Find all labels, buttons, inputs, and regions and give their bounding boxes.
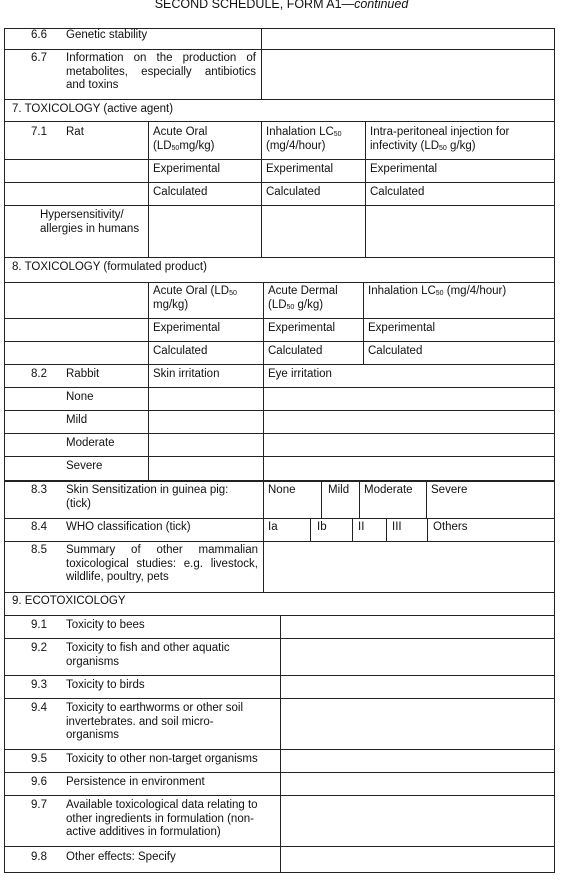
option-label: II [358, 521, 365, 533]
entry-field[interactable] [261, 205, 366, 258]
entry-field[interactable] [280, 698, 555, 750]
row-number: 8.3 [31, 484, 47, 496]
row-number: 6.7 [31, 52, 47, 64]
eye-moderate-field[interactable] [263, 433, 555, 457]
entry-field[interactable] [280, 615, 555, 639]
label-cell [4, 341, 149, 365]
experimental-label: Experimental [266, 163, 334, 175]
section-7-title: 7. TOXICOLOGY (active agent) [12, 103, 174, 115]
skin-irritation-header: Skin irritation [153, 368, 220, 380]
calculated-label: Calculated [268, 345, 323, 357]
row-number: 7.1 [31, 126, 47, 138]
label-cell [4, 282, 149, 319]
row-number: 6.6 [31, 29, 47, 41]
row-number: 9.3 [31, 679, 47, 691]
page-header [0, 0, 563, 11]
entry-field[interactable] [365, 205, 555, 258]
row-label: Summary of other mammalian toxicological studies: e.g. livestock, wildlife, poultry, pets [66, 544, 258, 583]
row-number: 9.4 [31, 702, 47, 714]
row-number: 8.2 [31, 368, 47, 380]
skin-none-field[interactable] [148, 387, 264, 411]
eye-irritation-header: Eye irritation [268, 368, 332, 380]
option-label: Mild [328, 484, 350, 496]
row-label: Genetic stability [66, 29, 148, 41]
row-number: 8.4 [31, 521, 47, 533]
acute-dermal-header: Acute Dermal ($LD_{50}$ g/kg) [268, 285, 338, 311]
option-label: Others [433, 521, 468, 533]
acute-oral-header: Acute Oral $(LD_{50}mg/kg)$ [153, 126, 215, 152]
entry-field[interactable] [261, 28, 555, 50]
level-label: None [66, 391, 94, 403]
row-label: Toxicity to bees [66, 619, 145, 631]
skin-mild-field[interactable] [148, 410, 264, 434]
level-label: Moderate [66, 437, 115, 449]
label-cell [4, 182, 149, 206]
option-label: Moderate [364, 484, 413, 496]
eye-none-field[interactable] [263, 387, 555, 411]
level-label: Severe [66, 460, 103, 472]
row-label: Rabbit [66, 368, 100, 380]
calculated-label: Calculated [266, 186, 321, 198]
header-title: SECOND SCHEDULE, FORM A1— [154, 0, 355, 11]
row-label: Available toxicological data relating to other ingredients in formulation (non-active additives in formulation) [66, 799, 258, 838]
level-label: Mild [66, 414, 88, 426]
row-label: Toxicity to other non-target organisms [66, 753, 258, 765]
section-8-title: 8. TOXICOLOGY (formulated product) [12, 261, 207, 273]
row-label: Information on the production of metabolites, especially antibiotics and toxins [66, 52, 256, 91]
row-label: Toxicity to fish and other aquatic organisms [66, 642, 230, 668]
row-label: Rat [66, 126, 84, 138]
option-label: None [268, 484, 296, 496]
calculated-label: Calculated [153, 345, 208, 357]
row-number: 8.5 [31, 544, 47, 556]
inhalation-header: Inhalation $LC_{50}$ (mg/4/hour) [368, 285, 507, 297]
acute-oral-header: Acute Oral ($LD_{50}$ mg/kg) [153, 285, 237, 311]
entry-field[interactable] [280, 772, 555, 796]
eye-mild-field[interactable] [263, 410, 555, 434]
label-cell [4, 159, 149, 183]
entry-field[interactable] [263, 541, 555, 593]
row-label: Other effects: Specify [66, 851, 176, 863]
experimental-label: Experimental [153, 163, 221, 175]
entry-field[interactable] [280, 795, 555, 847]
inhalation-header: Inhalation $LC_{50}$ (mg/4/hour) [266, 126, 342, 152]
experimental-label: Experimental [370, 163, 438, 175]
skin-moderate-field[interactable] [148, 433, 264, 457]
skin-severe-field[interactable] [148, 456, 264, 481]
row-label: Skin Sensitization in guinea pig: (tick) [66, 484, 229, 510]
option-label: Ia [268, 521, 278, 533]
row-label: Persistence in environment [66, 776, 205, 788]
calculated-label: Calculated [370, 186, 425, 198]
row-number: 9.2 [31, 642, 47, 654]
hypersensitivity-label: Hypersensitivity/ allergies in humans [40, 209, 140, 235]
header-continued: continued [354, 0, 409, 11]
calculated-label: Calculated [368, 345, 423, 357]
option-label: Ib [317, 521, 327, 533]
row-number: 9.8 [31, 851, 47, 863]
label-cell [4, 318, 149, 342]
entry-field[interactable] [148, 205, 262, 258]
row-label: WHO classification (tick) [66, 521, 191, 533]
entry-field[interactable] [280, 675, 555, 699]
calculated-label: Calculated [153, 186, 208, 198]
entry-field[interactable] [280, 846, 555, 873]
row-label: Toxicity to birds [66, 679, 145, 691]
entry-field[interactable] [280, 749, 555, 773]
experimental-label: Experimental [368, 322, 436, 334]
option-label: Severe [431, 484, 468, 496]
option-label: III [392, 521, 402, 533]
row-label: Toxicity to earthworms or other soil invertebrates. and soil micro-organisms [66, 702, 244, 741]
experimental-label: Experimental [153, 322, 221, 334]
intra-peritoneal-header: Intra-peritoneal injection for infectivity ($LD_{50}$ g/kg) [370, 126, 510, 152]
entry-field[interactable] [280, 638, 555, 676]
experimental-label: Experimental [268, 322, 336, 334]
eye-severe-field[interactable] [263, 456, 555, 481]
section-9-title: 9. ECOTOXICOLOGY [12, 595, 126, 607]
entry-field[interactable] [261, 49, 555, 100]
row-number: 9.6 [31, 776, 47, 788]
row-number: 9.5 [31, 753, 47, 765]
row-number: 9.1 [31, 619, 47, 631]
row-number: 9.7 [31, 799, 47, 811]
